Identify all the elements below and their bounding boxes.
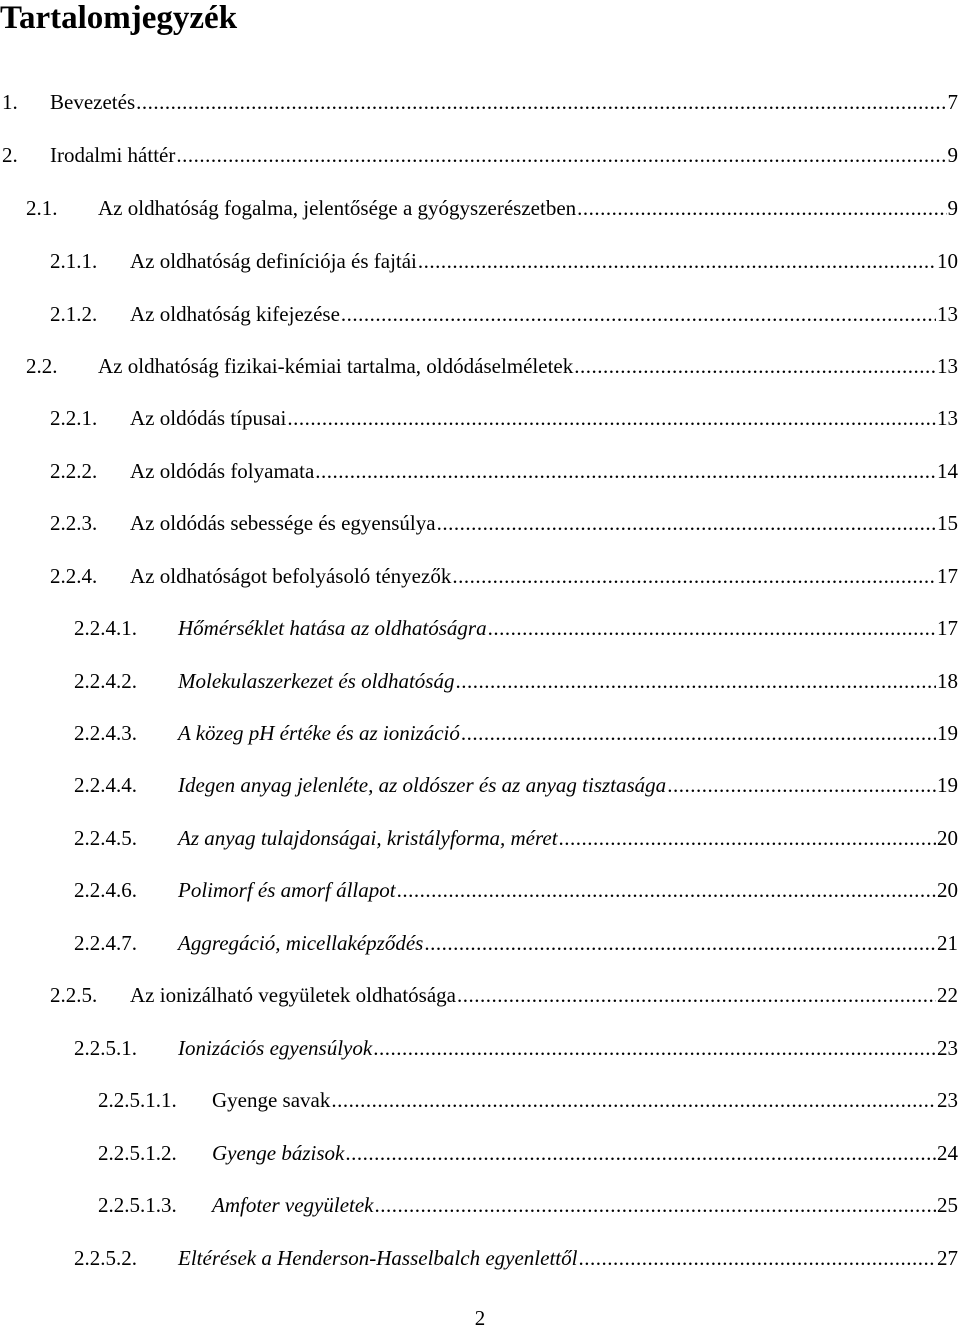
toc-entry[interactable] [2, 88, 958, 116]
toc-entry-page: 19 [937, 773, 958, 797]
toc-entry-number: 2.1. [26, 196, 58, 220]
toc-entry-title: Ionizációs egyensúlyok [178, 1036, 373, 1060]
toc-entry[interactable] [74, 1034, 958, 1062]
toc-entry-page: 22 [937, 983, 958, 1007]
toc-dot-leader [287, 404, 936, 432]
toc-entry-number: 2.2.4.5. [74, 826, 137, 850]
toc-entry-title: Az oldódás típusai [130, 406, 287, 430]
toc-entry-page: 9 [947, 143, 958, 167]
toc-entry[interactable] [98, 1139, 958, 1167]
toc-dot-leader [418, 247, 936, 275]
toc-dot-leader [452, 562, 936, 590]
page-title: Tartalomjegyzék [0, 0, 238, 36]
toc-entry[interactable] [26, 352, 958, 380]
toc-entry-page: 23 [937, 1036, 958, 1060]
toc-dot-leader [488, 614, 936, 642]
toc-entry-title: Az ionizálható vegyületek oldhatósága [130, 983, 456, 1007]
toc-entry-title: Gyenge bázisok [212, 1141, 345, 1165]
toc-entry-page: 17 [937, 616, 958, 640]
toc-entry-title: Az oldódás sebessége és egyensúlya [130, 511, 436, 535]
toc-entry-title: Amfoter vegyületek [212, 1193, 374, 1217]
toc-entry-number: 2.2.5.1.2. [98, 1141, 177, 1165]
toc-entry[interactable] [50, 981, 958, 1009]
toc-entry-title: Az oldhatóság definíciója és fajtái [130, 249, 417, 273]
toc-entry[interactable] [50, 509, 958, 537]
toc-entry-page: 23 [937, 1088, 958, 1112]
toc-entry-page: 21 [937, 931, 958, 955]
toc-entry-page: 25 [937, 1193, 958, 1217]
toc-dot-leader [457, 981, 936, 1009]
toc-entry[interactable] [74, 929, 958, 957]
toc-entry-title: Az oldhatóság fizikai-kémiai tartalma, oldódáselméletek [98, 354, 574, 378]
toc-dot-leader [577, 194, 946, 222]
toc-dot-leader [345, 1139, 936, 1167]
toc-entry-title: Az oldhatóság fogalma, jelentősége a gyógyszerészetben [98, 196, 577, 220]
toc-dot-leader [176, 141, 946, 169]
toc-entry-page: 27 [937, 1246, 958, 1270]
toc-entry[interactable] [50, 404, 958, 432]
toc-entry-page: 18 [937, 669, 958, 693]
toc-entry-title: Hőmérséklet hatása az oldhatóságra [178, 616, 487, 640]
toc-dot-leader [136, 88, 946, 116]
toc-entry-number: 2.2.4.2. [74, 669, 137, 693]
toc-entry-number: 2.2.5.1.1. [98, 1088, 177, 1112]
toc-entry-number: 1. [2, 90, 18, 114]
toc-dot-leader [373, 1034, 936, 1062]
toc-entry-page: 20 [937, 826, 958, 850]
toc-entry-title: Polimorf és amorf állapot [178, 878, 396, 902]
toc-entry-title: A közeg pH értéke és az ionizáció [178, 721, 460, 745]
toc-entry[interactable] [50, 562, 958, 590]
toc-entry-page: 17 [937, 564, 958, 588]
toc-entry-number: 2.1.2. [50, 302, 98, 326]
toc-dot-leader [455, 667, 936, 695]
toc-dot-leader [397, 876, 936, 904]
toc-dot-leader [331, 1086, 936, 1114]
toc-dot-leader [315, 457, 936, 485]
toc-entry-title: Az oldódás folyamata [130, 459, 315, 483]
page-number: 2 [474, 1306, 486, 1330]
toc-entry[interactable] [74, 667, 958, 695]
toc-entry[interactable] [50, 300, 958, 328]
toc-dot-leader [574, 352, 936, 380]
toc-entry-number: 2.2.5. [50, 983, 98, 1007]
toc-entry-number: 2.2.1. [50, 406, 98, 430]
toc-entry[interactable] [26, 194, 958, 222]
toc-dot-leader [667, 771, 936, 799]
toc-entry-number: 2.2.4.6. [74, 878, 137, 902]
toc-entry-number: 2.2.4.3. [74, 721, 137, 745]
toc-dot-leader [424, 929, 936, 957]
toc-entry-page: 14 [937, 459, 958, 483]
toc-entry-page: 7 [947, 90, 958, 114]
toc-entry-title: Eltérések a Henderson-Hasselbalch egyenlettől [178, 1246, 578, 1270]
toc-entry-number: 2.2.5.2. [74, 1246, 137, 1270]
toc-entry-number: 2.2.4.1. [74, 616, 137, 640]
toc-entry-page: 9 [947, 196, 958, 220]
toc-dot-leader [578, 1244, 936, 1272]
toc-entry-title: Gyenge savak [212, 1088, 331, 1112]
toc-entry-title: Az oldhatóságot befolyásoló tényezők [130, 564, 452, 588]
toc-entry-number: 2.2.4.4. [74, 773, 137, 797]
toc-entry[interactable] [74, 1244, 958, 1272]
toc-entry-page: 24 [937, 1141, 958, 1165]
toc-entry-page: 13 [937, 302, 958, 326]
toc-entry-page: 13 [937, 354, 958, 378]
toc-dot-leader [461, 719, 936, 747]
toc-entry-title: Irodalmi háttér [50, 143, 176, 167]
toc-entry-number: 2.2. [26, 354, 58, 378]
toc-entry[interactable] [2, 141, 958, 169]
toc-entry-page: 19 [937, 721, 958, 745]
toc-entry-number: 2.2.5.1. [74, 1036, 137, 1060]
toc-entry-title: Idegen anyag jelenléte, az oldószer és az anyag tisztasága [178, 773, 667, 797]
toc-entry[interactable] [74, 614, 958, 642]
toc-entry-page: 10 [937, 249, 958, 273]
toc-entry-title: Az oldhatóság kifejezése [130, 302, 340, 326]
toc-dot-leader [437, 509, 936, 537]
toc-entry-number: 2.2.2. [50, 459, 98, 483]
toc-entry-number: 2.2.5.1.3. [98, 1193, 177, 1217]
toc-entry-page: 13 [937, 406, 958, 430]
toc-entry-page: 15 [937, 511, 958, 535]
toc-entry[interactable] [74, 824, 958, 852]
toc-dot-leader [375, 1191, 937, 1219]
toc-entry-number: 2.2.3. [50, 511, 98, 535]
toc-entry[interactable] [98, 1191, 958, 1219]
toc-entry[interactable] [98, 1086, 958, 1114]
toc-entry[interactable] [74, 719, 958, 747]
toc-entry-number: 2. [2, 143, 18, 167]
toc-entry[interactable] [74, 771, 958, 799]
toc-dot-leader [559, 824, 936, 852]
toc-entry[interactable] [50, 457, 958, 485]
toc-entry-number: 2.1.1. [50, 249, 98, 273]
toc-entry-title: Az anyag tulajdonságai, kristályforma, méret [178, 826, 558, 850]
toc-dot-leader [341, 300, 936, 328]
toc-entry[interactable] [50, 247, 958, 275]
toc-entry-number: 2.2.4. [50, 564, 98, 588]
toc-entry-title: Bevezetés [50, 90, 136, 114]
toc-entry-number: 2.2.4.7. [74, 931, 137, 955]
toc-entry-title: Molekulaszerkezet és oldhatóság [178, 669, 455, 693]
toc-entry-page: 20 [937, 878, 958, 902]
toc-entry[interactable] [74, 876, 958, 904]
toc-entry-title: Aggregáció, micellaképződés [178, 931, 424, 955]
